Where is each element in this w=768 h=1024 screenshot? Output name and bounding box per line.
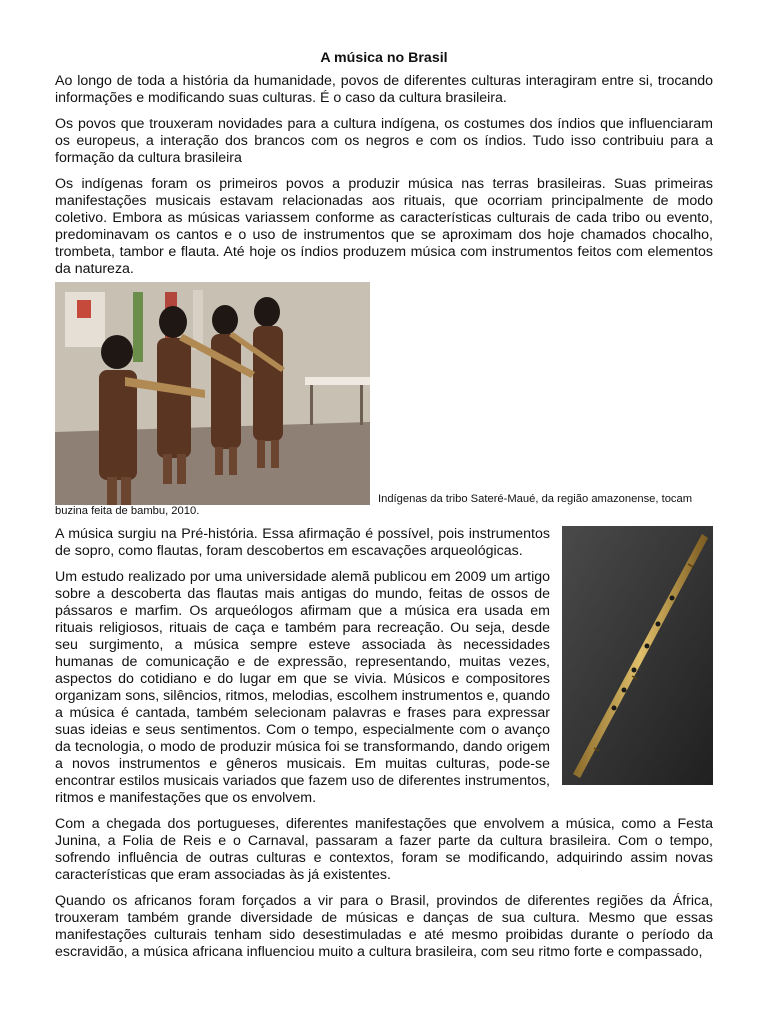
photo-row [55, 282, 713, 505]
indigenous-musicians-photo [55, 282, 370, 505]
photo-caption: Indígenas da tribo Sateré-Maué, da região amazonense, tocam [378, 493, 693, 505]
photo-caption-continued: buzina feita de bambu, 2010. [55, 505, 200, 517]
paragraph-6: Com a chegada dos portugueses, diferentes manifestações que envolvem a música, como a Festa Junina, a Folia de Reis e o Carnaval, passaram a fazer parte da cultura brasileira. Com o tempo, sofrendo influência de outras culturas e contextos, foram se modificando, adquirindo assim novas características que eram associadas às já existentes. [55, 816, 713, 883]
paragraph-3: Os indígenas foram os primeiros povos a produzir música nas terras brasileiras. Suas primeiras manifestações musicais estavam relacionadas aos rituais, que ocorriam principalmente de modo coletivo. Embora as músicas variassem conforme as características culturais de cada tribo ou evento, predominavam os cantos e o uso de instrumentos que se aproximam dos hoje chamados chocalho, trombeta, tambor e flauta. Até hoje os índios produzem música com instrumentos feitos com elementos da natureza. [55, 176, 713, 277]
document-page [55, 50, 713, 970]
wrapped-section [55, 526, 713, 816]
paragraph-7: Quando os africanos foram forçados a vir para o Brasil, provindos de diferentes regiões da África, trouxeram também grande diversidade de músicas e danças de sua cultura. Mesmo que essas manifestações culturais tenham sido desestimuladas e até mesmo proibidas durante o período da escravidão, a música africana influenciou muito a cultura brasileira, com seu ritmo forte e compassado, [55, 893, 713, 960]
paragraph-5: Um estudo realizado por uma universidade alemã publicou em 2009 um artigo sobre a descoberta das flautas mais antigas do mundo, feitas de ossos de pássaros e marfim. Os arqueólogos afirmam que a música era usada em rituais religiosos, rituais de caça e também para recreação. Ou seja, desde seu surgimento, a música sempre esteve associada às necessidades humanas de comunicação e de expressão, representando, muitas vezes, aspectos do cotidiano e do lugar em que se vivia. Músicos e compositores organizam sons, silêncios, ritmos, melodias, escolhem instrumentos e, quando a música é cantada, também selecionam palavras e frases para expressar suas ideias e seus sentimentos. Com o tempo, especialmente com o avanço da tecnologia, o modo de produzir música foi se transformando, dando origem a novos instrumentos e gêneros musicais. Em muitas culturas, pode-se encontrar estilos musicais variados que fazem uso de diferentes instrumentos, ritmos e manifestações que os envolvem. [55, 569, 550, 806]
bamboo-flute-photo [562, 526, 713, 785]
document-title: A música no Brasil [320, 50, 448, 66]
paragraph-1: Ao longo de toda a história da humanidade, povos de diferentes culturas interagiram entre si, trocando informações e modificando suas culturas. É o caso da cultura brasileira. [55, 73, 713, 106]
paragraph-4: A música surgiu na Pré-história. Essa afirmação é possível, pois instrumentos de sopro, como flautas, foram descobertos em escavações arqueológicas. [55, 526, 550, 559]
paragraph-2: Os povos que trouxeram novidades para a cultura indígena, os costumes dos índios que influenciaram os europeus, a interação dos brancos com os negros e com os índios. Tudo isso contribuiu para a formação da cultura brasileira [55, 116, 713, 166]
